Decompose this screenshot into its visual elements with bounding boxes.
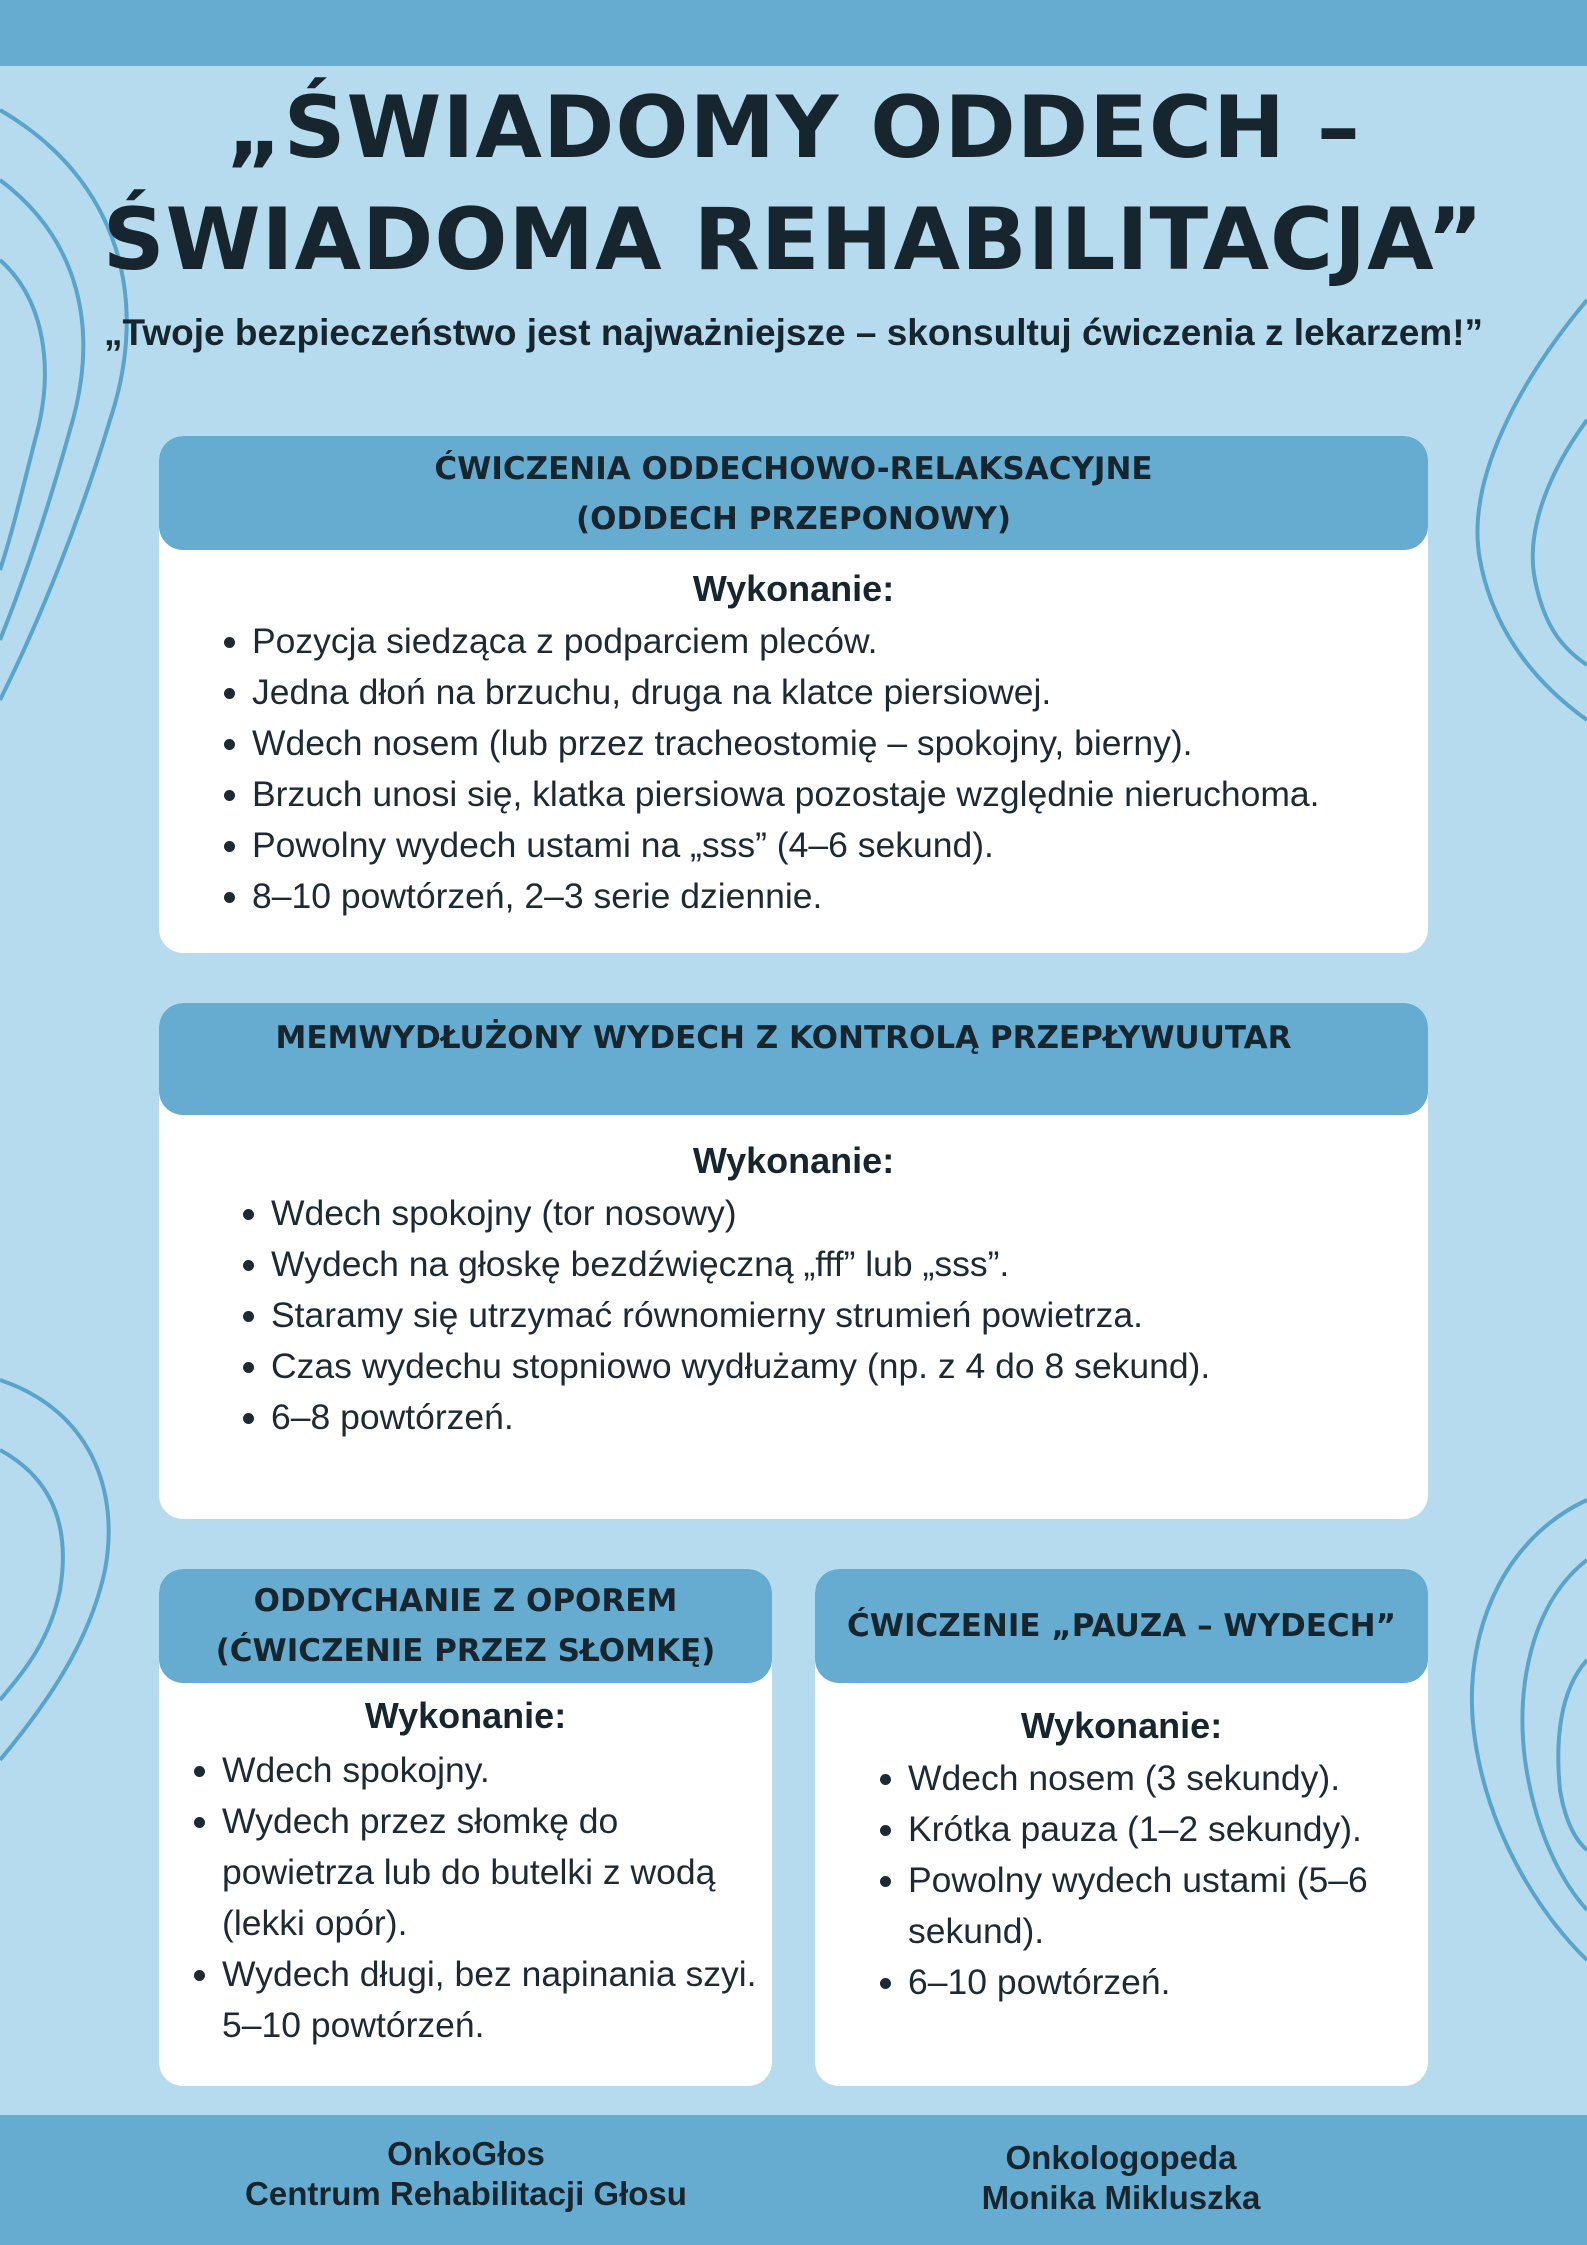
instruction-list (908, 1753, 1428, 2008)
card-title-line-1: ĆWICZENIA ODDECHOWO-RELAKSACYJNE (434, 451, 1153, 487)
list-item: • Wdech nosem (3 sekundy). (908, 1753, 1398, 1804)
exercise-card-diaphragmatic-breathing (159, 436, 1428, 953)
title-line-1: „ŚWIADOMY ODDECH – (226, 78, 1361, 178)
card-body (159, 1115, 1428, 1443)
card-heading: Wykonanie: (1020, 1705, 1223, 1746)
list-item: • Wdech nosem (lub przez tracheostomię – spokojny, bierny). (252, 718, 1428, 769)
card-header (159, 436, 1428, 550)
card-body (159, 1683, 772, 2051)
card-title-line-1: ĆWICZENIE „PAUZA – WYDECH” (847, 1608, 1396, 1644)
list-item: • 6–8 powtórzeń. (271, 1392, 1428, 1443)
safety-subtitle: „Twoje bezpieczeństwo jest najważniejsze – skonsultuj ćwiczenia z lekarzem!” (103, 312, 1484, 353)
footer-org-subtitle: Centrum Rehabilitacji Głosu (245, 2175, 687, 2212)
card-heading: Wykonanie: (692, 568, 895, 609)
poster-title (0, 72, 1587, 296)
list-item: • Wydech długi, bez napinania szyi. 5–10 powtórzeń. (222, 1949, 764, 2051)
card-heading: Wykonanie: (692, 1140, 895, 1181)
footer-organization (160, 2134, 772, 2214)
instruction-list (222, 1745, 772, 2051)
instruction-list (252, 616, 1428, 922)
card-title-line-2: (ODDECH PRZEPONOWY) (575, 501, 1012, 537)
footer-org-name: OnkoGłos (387, 2135, 545, 2172)
card-body (815, 1683, 1428, 2008)
list-item: • Wdech spokojny (tor nosowy) (271, 1188, 1428, 1239)
list-item: • 8–10 powtórzeń, 2–3 serie dziennie. (252, 871, 1428, 922)
card-title-line-1: ODDYCHANIE Z OPOREM (253, 1583, 678, 1619)
list-item: • 6–10 powtórzeń. (908, 1957, 1398, 2008)
list-item: • Powolny wydech ustami (5–6 sekund). (908, 1855, 1398, 1957)
list-item: • Pozycja siedząca z podparciem pleców. (252, 616, 1428, 667)
list-item: • Wdech spokojny. (222, 1745, 764, 1796)
list-item: • Czas wydechu stopniowo wydłużamy (np. z 4 do 8 sekund). (271, 1341, 1428, 1392)
list-item: • Wydech na głoskę bezdźwięczną „fff” lub „sss”. (271, 1239, 1428, 1290)
title-line-2: ŚWIADOMA REHABILITACJA” (102, 190, 1485, 290)
card-header (159, 1003, 1428, 1115)
list-item: • Powolny wydech ustami na „sss” (4–6 sekund). (252, 820, 1428, 871)
card-title-line-2: (ĆWICZENIE PRZEZ SŁOMKĘ) (215, 1633, 716, 1669)
list-item: • Staramy się utrzymać równomierny strumień powietrza. (271, 1290, 1428, 1341)
list-item: • Wydech przez słomkę do powietrza lub do butelki z wodą (lekki opór). (222, 1796, 764, 1949)
card-header (159, 1569, 772, 1683)
exercise-card-straw-resistance (159, 1569, 772, 2086)
instruction-list (271, 1188, 1428, 1443)
card-body (159, 550, 1428, 922)
exercise-card-extended-exhale (159, 1003, 1428, 1519)
footer-author-name: Monika Mikluszka (981, 2179, 1261, 2216)
card-heading: Wykonanie: (364, 1695, 567, 1736)
card-title-line-1: MEMWYDŁUŻONY WYDECH Z KONTROLĄ PRZEPŁYWUUTAR (275, 1020, 1292, 1056)
card-header (815, 1569, 1428, 1683)
list-item: • Brzuch unosi się, klatka piersiowa pozostaje względnie nieruchoma. (252, 769, 1428, 820)
footer-author (815, 2138, 1427, 2218)
exercise-card-pause-exhale (815, 1569, 1428, 2086)
list-item: • Jedna dłoń na brzuchu, druga na klatce piersiowej. (252, 667, 1428, 718)
footer-author-role: Onkologopeda (1005, 2139, 1237, 2176)
list-item: • Krótka pauza (1–2 sekundy). (908, 1804, 1398, 1855)
